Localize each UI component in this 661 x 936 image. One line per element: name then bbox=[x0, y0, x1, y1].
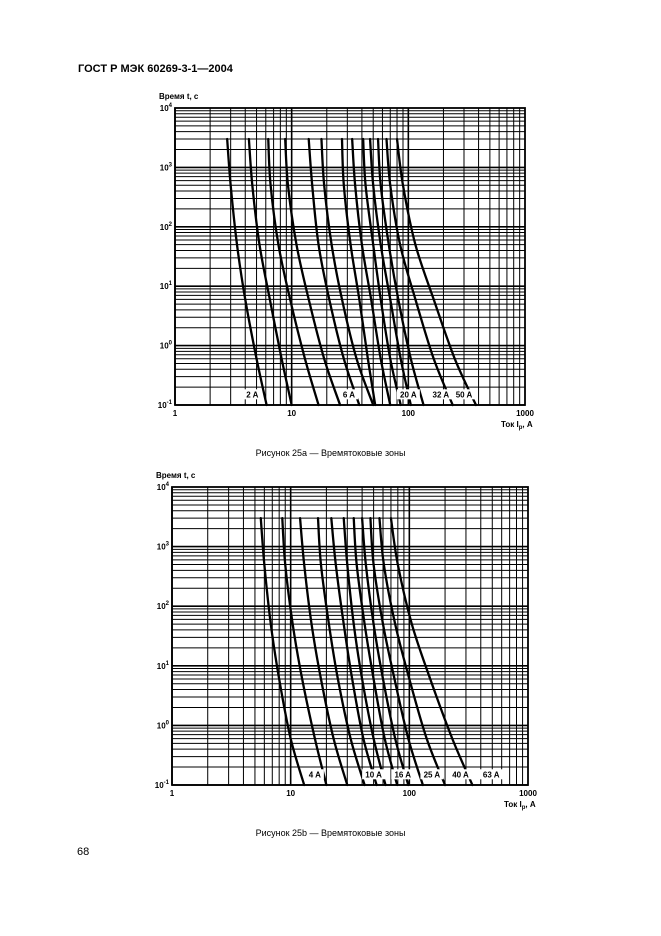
curve-label: 25 A bbox=[423, 770, 441, 780]
x-tick-label: 1000 bbox=[516, 409, 534, 418]
y-tick-label: $10^2$ bbox=[159, 221, 172, 232]
x-tick-label: 100 bbox=[401, 409, 416, 418]
curve-11 bbox=[391, 518, 472, 785]
y-tick-label: $10^1$ bbox=[156, 660, 169, 671]
curve-label: 6 A bbox=[342, 390, 356, 400]
y-tick-label: $10^0$ bbox=[156, 720, 169, 731]
x-tick-label: 1 bbox=[172, 409, 178, 418]
x-tick-label: 1000 bbox=[519, 789, 537, 798]
curve-label: 63 A bbox=[482, 770, 500, 780]
curve-label: 4 A bbox=[308, 770, 321, 780]
x-axis-title: Ток $I_p$, А bbox=[504, 800, 536, 811]
y-tick-label: $10^4$ bbox=[156, 482, 169, 492]
figure-caption-25a: Рисунок 25а — Времятоковые зоны bbox=[255, 448, 406, 458]
y-tick-label: $10^3$ bbox=[156, 541, 169, 552]
curve-label: 2 A bbox=[246, 390, 259, 400]
curve-label: 40 A bbox=[452, 770, 469, 780]
x-tick-label: 10 bbox=[286, 789, 296, 798]
y-tick-label: $10^{-1}$ bbox=[154, 780, 169, 790]
x-tick-label: 100 bbox=[402, 789, 417, 798]
y-tick-label: $10^3$ bbox=[159, 162, 172, 173]
y-tick-label: $10^4$ bbox=[159, 103, 172, 113]
y-axis-title: Время t, с bbox=[159, 92, 199, 101]
x-axis-title: Ток $I_p$, А bbox=[501, 420, 533, 431]
curve-3 bbox=[300, 518, 347, 785]
x-tick-label: 1 bbox=[169, 789, 175, 798]
y-axis-title: Время t, с bbox=[156, 471, 196, 480]
y-tick-label: $10^0$ bbox=[159, 340, 172, 351]
y-tick-label: $10^1$ bbox=[159, 281, 172, 292]
curve-label: 16 A bbox=[394, 770, 412, 780]
y-tick-label: $10^{-1}$ bbox=[157, 400, 172, 410]
x-tick-label: 10 bbox=[287, 409, 297, 418]
page-number: 68 bbox=[77, 846, 90, 858]
figure-caption-25b: Рисунок 25b — Времятоковые зоны bbox=[255, 828, 406, 838]
document-header: ГОСТ Р МЭК 60269-3-1—2004 bbox=[78, 63, 233, 75]
curve-label: 50 A bbox=[455, 390, 473, 400]
y-tick-label: $10^2$ bbox=[156, 601, 169, 612]
curve-label: 20 A bbox=[400, 390, 417, 400]
curve-label: 32 A bbox=[432, 390, 450, 400]
curve-label: 10 A bbox=[365, 770, 382, 780]
